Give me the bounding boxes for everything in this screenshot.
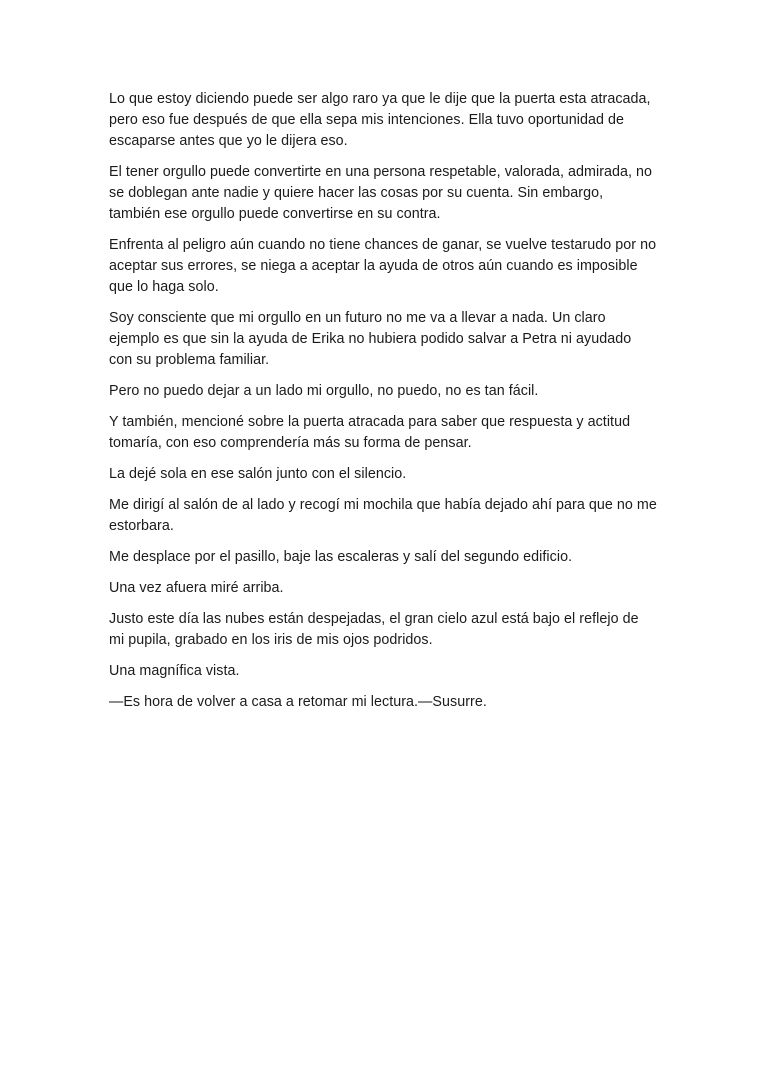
paragraph: Una magnífica vista. (109, 663, 240, 679)
paragraph: El tener orgullo puede convertirte en una persona respetable, valorada, admirada, no se doblegan ante nadie y quiere hacer las cosas por su cuenta. Sin embargo, también ese orgullo puede convertirse en su contra. (109, 164, 653, 222)
paragraph: —Es hora de volver a casa a retomar mi lectura.—Susurre. (109, 694, 487, 710)
document-body (109, 89, 657, 723)
paragraph: Una vez afuera miré arriba. (109, 580, 284, 596)
paragraph: Justo este día las nubes están despejadas, el gran cielo azul está bajo el reflejo de mi pupila, grabado en los iris de mis ojos podridos. (109, 611, 639, 648)
paragraph: Y también, mencioné sobre la puerta atracada para saber que respuesta y actitud tomaría, con eso comprendería más su forma de pensar. (109, 414, 631, 451)
paragraph: Soy consciente que mi orgullo en un futuro no me va a llevar a nada. Un claro ejemplo es que sin la ayuda de Erika no hubiera podido salvar a Petra ni ayudado con su problema familiar. (109, 310, 632, 368)
paragraph: Enfrenta al peligro aún cuando no tiene chances de ganar, se vuelve testarudo por no aceptar sus errores, se niega a aceptar la ayuda de otros aún cuando es imposible que lo haga solo. (109, 237, 657, 295)
paragraph: Me desplace por el pasillo, baje las escaleras y salí del segundo edificio. (109, 549, 573, 565)
paragraph: Pero no puedo dejar a un lado mi orgullo, no puedo, no es tan fácil. (109, 383, 539, 399)
paragraph: La dejé sola en ese salón junto con el silencio. (109, 466, 407, 482)
paragraph: Me dirigí al salón de al lado y recogí mi mochila que había dejado ahí para que no me estorbara. (109, 497, 657, 534)
paragraph: Lo que estoy diciendo puede ser algo raro ya que le dije que la puerta esta atracada, pero eso fue después de que ella sepa mis intenciones. Ella tuvo oportunidad de escaparse antes que yo le dijera eso. (109, 91, 651, 149)
